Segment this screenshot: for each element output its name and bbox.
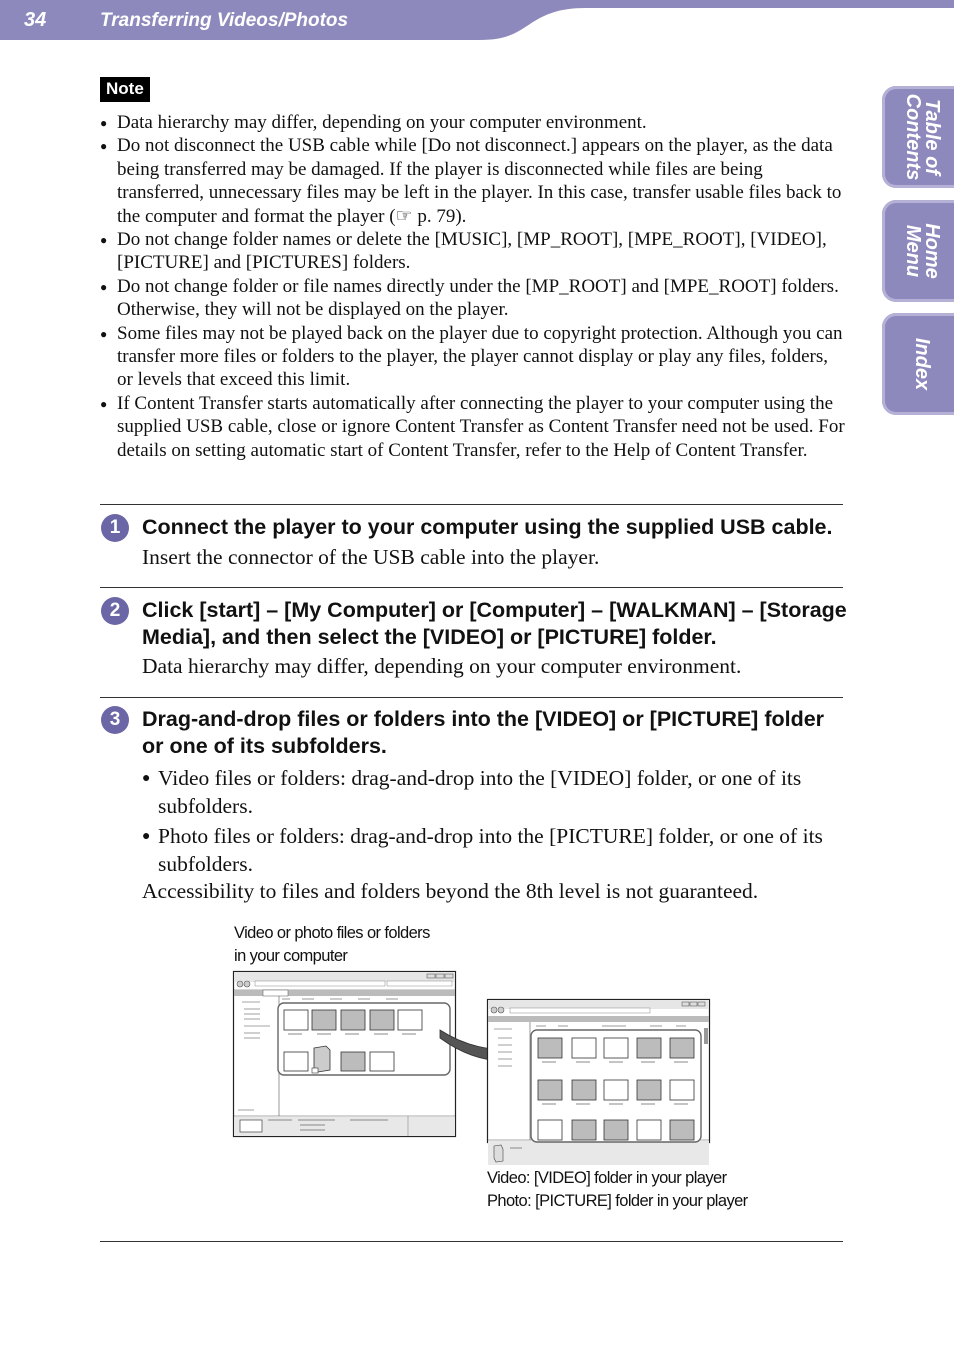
list-item: ● Do not change folder or file names directly under the [MP_ROOT] and [MPE_ROOT] folders. Otherwise, they will not be displayed on the player. bbox=[100, 275, 845, 322]
drag-drop-illustration bbox=[230, 968, 720, 1168]
player-window bbox=[488, 1000, 710, 1166]
divider bbox=[100, 587, 843, 588]
step-3-title: Drag-and-drop files or folders into the [VIDEO] or [PICTURE] folder or one of its subfolders. bbox=[142, 707, 825, 758]
list-item: ● Do not change folder names or delete the [MUSIC], [MP_ROOT], [MPE_ROOT], [VIDEO], [PICTURE] and [PICTURES] folders. bbox=[100, 228, 845, 275]
source-caption bbox=[234, 922, 430, 968]
divider bbox=[100, 504, 843, 505]
list-item: ● Data hierarchy may differ, depending on your computer environment. bbox=[100, 111, 845, 134]
step-2-number: 2 bbox=[101, 597, 129, 625]
computer-window bbox=[234, 972, 456, 1137]
step-1-number: 1 bbox=[101, 514, 129, 542]
note-list bbox=[100, 111, 845, 462]
step-3-bullet-photo: ● Photo files or folders: drag-and-drop into the [PICTURE] folder, or one of its subfolders. bbox=[142, 822, 847, 878]
destination-caption-line1: Video: [VIDEO] folder in your player bbox=[487, 1169, 727, 1187]
list-item: ● Some files may not be played back on the player due to copyright protection. Although you can transfer more files or folders to the player, the player cannot display or play any files, folders, or levels that exceed this limit. bbox=[100, 322, 845, 392]
step-1-title: Connect the player to your computer using the supplied USB cable. bbox=[142, 515, 833, 539]
step-2-title: Click [start] – [My Computer] or [Computer] – [WALKMAN] – [Storage Media], and then select the [VIDEO] or [PICTURE] folder. bbox=[142, 598, 847, 649]
page-header bbox=[0, 0, 954, 40]
list-item: ● If Content Transfer starts automatically after connecting the player to your computer using the supplied USB cable, close or ignore Content Transfer as Content Transfer need not be used. For details on setting automatic start of Content Transfer, refer to the Help of Content Transfer. bbox=[100, 392, 845, 462]
tab-table-of-contents-label: Table of Contents bbox=[902, 93, 943, 181]
page-number: 34 bbox=[24, 9, 47, 31]
tab-home-menu-label: Home Menu bbox=[902, 223, 943, 279]
tab-index-label: Index bbox=[911, 337, 934, 391]
step-2-body: Data hierarchy may differ, depending on your computer environment. bbox=[142, 654, 742, 678]
tab-home-menu[interactable] bbox=[882, 200, 954, 302]
source-caption-line2: in your computer bbox=[234, 947, 348, 965]
destination-caption bbox=[487, 1167, 748, 1213]
list-item: ● Do not disconnect the USB cable while [Do not disconnect.] appears on the player, as the data being transferred may be damaged. If the player is disconnected while files are being transferred, unnecessary files may be left in the player. In this case, transfer usable files back to the computer and format the player (☞ p. 79). bbox=[100, 134, 845, 228]
step-1-body: Insert the connector of the USB cable into the player. bbox=[142, 545, 600, 569]
tab-table-of-contents[interactable] bbox=[882, 86, 954, 188]
note-badge: Note bbox=[100, 77, 150, 102]
step-3-body: Accessibility to files and folders beyond the 8th level is not guaranteed. bbox=[142, 879, 759, 903]
step-3-number: 3 bbox=[101, 706, 129, 734]
tab-index[interactable] bbox=[882, 313, 954, 415]
destination-caption-line2: Photo: [PICTURE] folder in your player bbox=[487, 1192, 748, 1210]
section-title: Transferring Videos/Photos bbox=[100, 10, 349, 31]
source-caption-line1: Video or photo files or folders bbox=[234, 924, 430, 942]
step-3-bullet-video: ● Video files or folders: drag-and-drop into the [VIDEO] folder, or one of its subfolders. bbox=[142, 764, 847, 820]
divider bbox=[100, 1241, 843, 1242]
divider bbox=[100, 697, 843, 698]
